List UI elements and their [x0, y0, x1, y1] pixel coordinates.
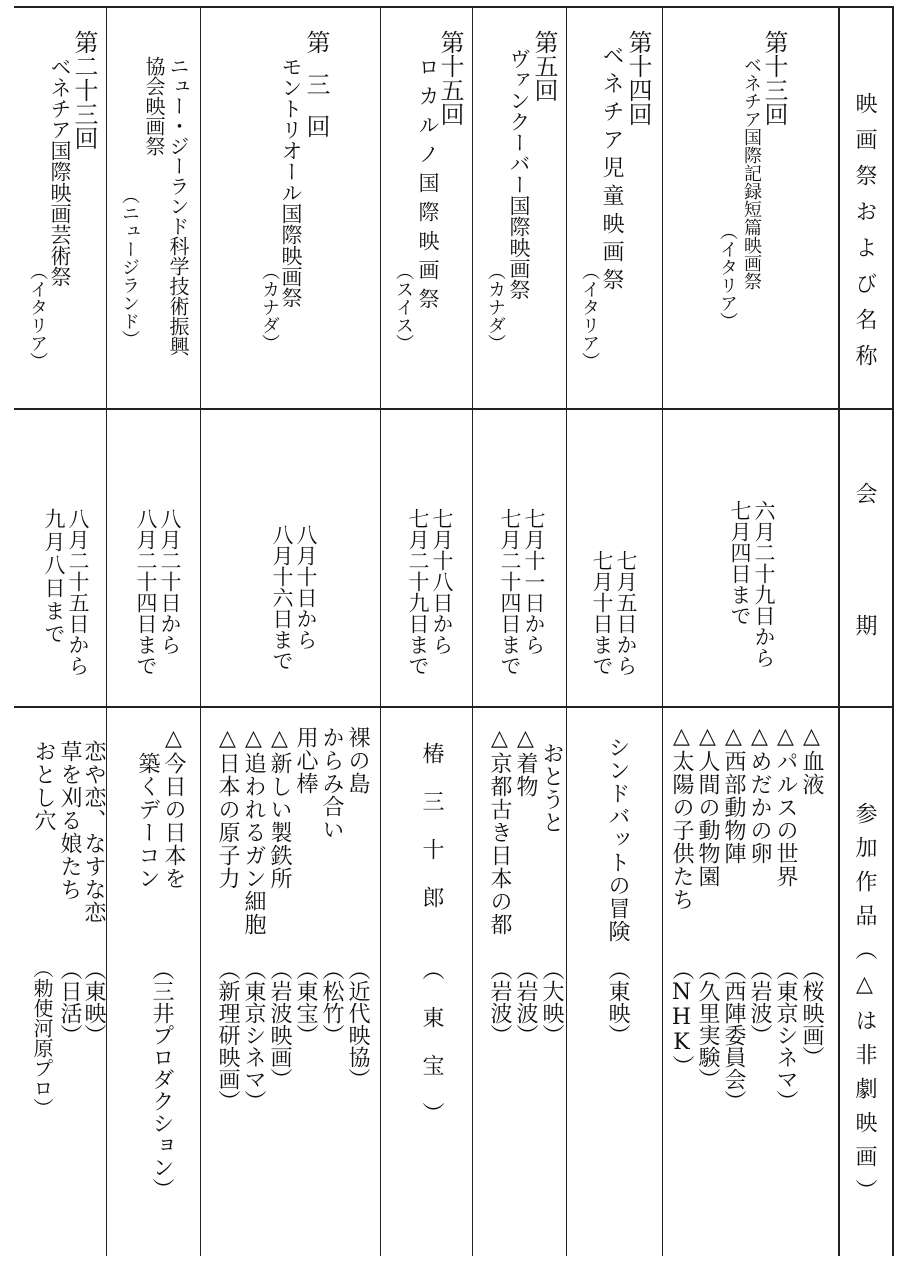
row-divider-2 [14, 706, 894, 708]
header-period-2: 期 [852, 614, 877, 650]
period-start: 八月十日から [294, 524, 318, 650]
work-title: 裸の島 [345, 726, 370, 795]
work-title: おとし穴 [31, 740, 56, 832]
producer-name: （西陣委員会） [721, 958, 746, 1112]
producer-name: （東映） [605, 958, 630, 1046]
work-title: △太陽の子供たち [669, 724, 694, 911]
festival-number: 第十三回 [760, 30, 788, 126]
festival-name: ベネチア国際記録短篇映画祭 [741, 56, 762, 290]
producer-name: （岩波映画） [267, 958, 292, 1090]
period-end: 七月二十四日まで [498, 508, 522, 676]
period-start: 七月十八日から [430, 508, 454, 655]
row-divider-1 [14, 408, 894, 410]
producer-name: （東京シネマ） [773, 958, 798, 1112]
work-title: シンドバットの冒険 [605, 736, 630, 943]
work-title: △着物 [513, 726, 538, 798]
period-start: 六月二十九日から [752, 500, 776, 668]
producer-name: （東京シネマ） [241, 958, 266, 1112]
producer-name: （新理研映画） [215, 958, 240, 1112]
festival-name: ニュー・ジーランド科学技術振興 [166, 56, 190, 356]
festival-country: （ニュージランド） [119, 186, 140, 348]
festival-country: （カナダ） [259, 262, 280, 352]
producer-name: （桜映画） [799, 958, 824, 1068]
work-title: △今日の日本を [161, 726, 186, 890]
festival-country: （イタリア） [579, 262, 600, 370]
festival-country: （カナダ） [485, 262, 506, 352]
festival-name: ロカルノ国際映画祭 [416, 56, 440, 317]
work-title: おとうと [539, 742, 564, 834]
festival-number: 第十四回 [624, 30, 652, 126]
header-works: 参加作品（△は非劇映画） [852, 802, 877, 1213]
right-border [892, 6, 894, 1256]
period-start: 七月十一日から [522, 508, 546, 655]
producer-name: （大映） [539, 958, 564, 1046]
festival-name: ベネチア国際映画芸術祭 [48, 56, 72, 287]
work-title: 恋や恋、なすな恋 [81, 740, 106, 924]
festival-number: 第十五回 [436, 30, 464, 126]
festival-number: 第三回 [302, 30, 330, 156]
festival-number: 第二十三回 [70, 30, 98, 150]
producer-name: （日活） [57, 958, 82, 1046]
producer-name: （三井プロダクション） [149, 958, 174, 1200]
period-start: 八月二十五日から [66, 508, 90, 676]
work-title: △新しい製鉄所 [267, 726, 292, 890]
producer-name: （松竹） [319, 958, 344, 1046]
top-border [14, 6, 894, 8]
producer-name: （近代映協） [345, 958, 370, 1090]
period-end: 七月四日まで [728, 500, 752, 626]
period-end: 八月十六日まで [270, 524, 294, 671]
column-divider [566, 6, 567, 1256]
festival-number: 第五回 [530, 30, 558, 102]
producer-name: （久里実験） [695, 958, 720, 1090]
work-title: △西部動物陣 [721, 724, 746, 865]
work-title: △めだかの卵 [747, 724, 772, 865]
column-divider [380, 6, 381, 1256]
period-end: 七月二十九日まで [406, 508, 430, 676]
work-title: △日本の原子力 [215, 726, 240, 890]
work-title: △京都古き日本の都 [487, 726, 512, 936]
festival-country: （イタリア） [717, 222, 738, 330]
work-title: 椿三十郎 [419, 742, 444, 934]
festival-name: ヴァンクーバー国際映画祭 [507, 48, 531, 300]
header-period-1: 会 [852, 482, 877, 518]
festival-name: ベネチア児童映画祭 [599, 44, 624, 296]
period-end: 九月八日まで [42, 508, 66, 646]
work-title: からみ合い [319, 726, 344, 841]
work-title: △パルスの世界 [773, 724, 798, 888]
producer-name: （NHK） [669, 958, 694, 1077]
column-divider [200, 6, 201, 1256]
festival-name-2: 協会映画祭 [142, 56, 166, 156]
column-divider [662, 6, 663, 1256]
work-title: 築くデーコン [135, 752, 160, 890]
producer-name: （岩波） [487, 958, 512, 1046]
work-title: △血液 [799, 724, 824, 796]
producer-name: （東映） [81, 958, 106, 1046]
column-divider [106, 6, 107, 1256]
work-title: 用心棒 [293, 726, 318, 795]
work-title: △追われるガン細胞 [241, 726, 266, 936]
producer-name: （勅使河原プロ） [30, 958, 54, 1118]
column-divider [472, 6, 473, 1256]
producer-name: （東宝） [419, 958, 444, 1150]
header-festival-name: 映画祭および名称 [852, 92, 877, 380]
festival-country: （スイス） [393, 262, 414, 352]
work-title: △人間の動物園 [695, 724, 720, 888]
producer-name: （岩波） [513, 958, 538, 1046]
producer-name: （東宝） [293, 958, 318, 1046]
producer-name: （岩波） [747, 958, 772, 1046]
period-end: 七月十日まで [590, 550, 614, 676]
header-divider [838, 6, 840, 1256]
festival-name: モントリオール国際映画祭 [279, 56, 303, 308]
period-end: 八月二十四日まで [134, 508, 158, 676]
period-start: 七月五日から [614, 550, 638, 676]
festival-country: （イタリア） [27, 262, 48, 370]
period-start: 八月二十日から [158, 508, 182, 655]
work-title: 草を刈る娘たち [57, 740, 82, 901]
